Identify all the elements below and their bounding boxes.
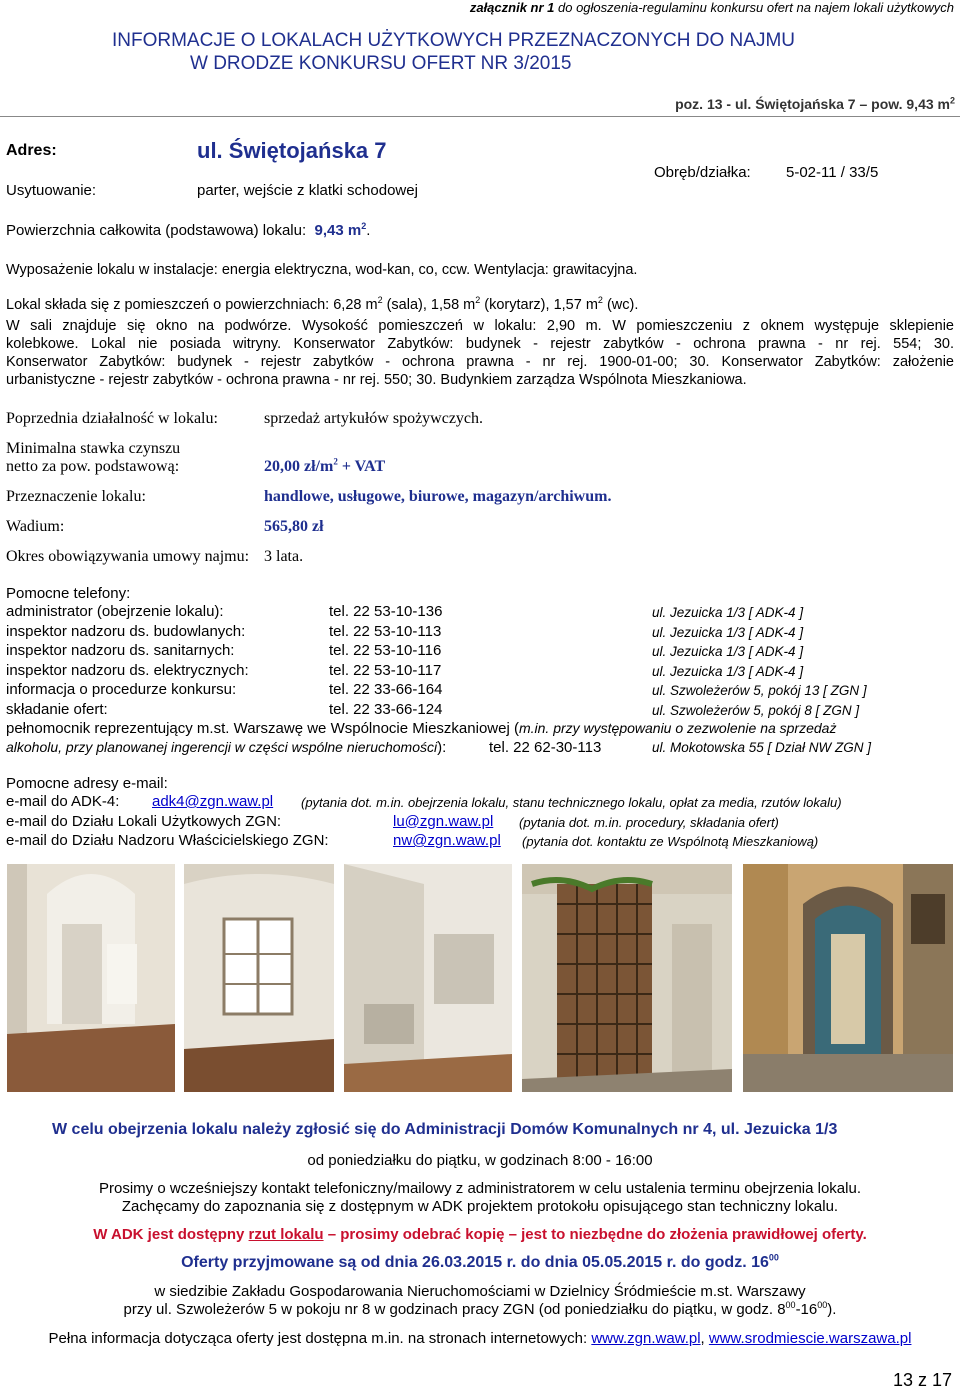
description-line5: urbanistyczne - rejestr zabytków - ochrona prawna - nr rej. 550; 30. Budynkiem zarządza Wspólnota Mieszkaniowa.: [6, 372, 747, 388]
doc-title-line2: W DRODZE KONKURSU OFERT NR 3/2015: [190, 53, 572, 74]
plot-label: Obręb/działka:: [654, 164, 751, 181]
proxy-line1: pełnomocnik reprezentujący m.st. Warszawę we Wspólnocie Mieszkaniowej (m.in. przy występowaniu o zezwolenie na sprzedaż: [6, 720, 837, 737]
phone-role: inspektor nadzoru ds. budowlanych:: [6, 622, 246, 640]
email-label: e-mail do Działu Nadzoru Właścicielskiego ZGN:: [6, 832, 329, 849]
email-link[interactable]: nw@zgn.waw.pl: [393, 832, 501, 849]
phone-office-address: ul. Jezuicka 1/3 [ ADK-4 ]: [652, 624, 804, 640]
phone-number: tel. 22 33-66-164: [329, 681, 443, 698]
photo-gated-stairs: [522, 864, 732, 1092]
email-label: e-mail do Działu Lokali Użytkowych ZGN:: [6, 812, 282, 830]
submission-place: w siedzibie Zakładu Gospodarowania Nieruchomościami w Dzielnicy Śródmieście m.st. Warszawy: [154, 1283, 806, 1300]
photo-building-entrance: [743, 864, 953, 1092]
phone-office-address: ul. Jezuicka 1/3 [ ADK-4 ]: [652, 644, 804, 659]
email-note: (pytania dot. kontaktu ze Wspólnotą Mieszkaniową): [522, 834, 819, 849]
address-label: Adres:: [6, 142, 57, 159]
photo-corridor: [7, 864, 175, 1092]
phone-role: administrator (obejrzenie lokalu):: [6, 603, 224, 620]
page-number: 13 z 17: [892, 1370, 952, 1390]
submission-hours: przy ul. Szwoleżerów 5 w pokoju nr 8 w godzinach pracy ZGN (od poniedziałku do piątku, w godz. $8^{00}-16^{00}$).: [123, 1300, 837, 1318]
offer-dates: Oferty przyjmowane są od dnia 26.03.2015 r. do dnia 05.05.2015 r. do godz. $16^{00}$: [181, 1252, 779, 1271]
phone-office-address: ul. Jezuicka 1/3 [ ADK-4 ]: [652, 605, 804, 620]
rent-value: 20,00 $zł/m^2$ + VAT: [264, 456, 386, 475]
srodmiescie-website-link[interactable]: www.srodmiescie.warszawa.pl: [708, 1330, 912, 1347]
doc-title-line1: INFORMACJE O LOKALACH UŻYTKOWYCH PRZEZNACZONYCH DO NAJMU: [112, 30, 795, 51]
prev-activity-value: sprzedaż artykułów spożywczych.: [264, 410, 484, 427]
phone-role: inspektor nadzoru ds. elektrycznych:: [6, 661, 249, 679]
floor-plan-link[interactable]: rzut lokalu: [248, 1226, 324, 1243]
description-line4: Konserwator Zabytków: budynek - rejestr zabytków - ochrona prawna - nr rej. 1900-01-00; 30. Konserwator Zabytków: założenie: [6, 354, 954, 370]
phone-number: tel. 22 53-10-116: [329, 642, 442, 659]
phone-office-address: ul. Szwoleżerów 5, pokój 8 [ ZGN ]: [652, 702, 860, 718]
email-note: (pytania dot. m.in. obejrzenia lokalu, stanu technicznego lokalu, opłat za media, rzutów lokalu): [301, 795, 842, 810]
purpose-label: Przeznaczenie lokalu:: [6, 488, 146, 505]
floor-plan-note: W ADK jest dostępny rzut lokalu – prosimy odebrać kopię – jest to niezbędne do złożenia prawidłowej oferty.: [93, 1226, 867, 1243]
address-value: ul. Świętojańska 7: [197, 138, 387, 163]
description-line1: Lokal składa się z pomieszczeń o powierzchniach: 6,28 $m^2$ (sala), 1,58 $m^2$ (korytarz), 1,57 $m^2$ (wc).: [6, 295, 639, 313]
protocol-note: Zachęcamy do zapoznania się z dostępnym w ADK projektem protokołu opisującego stan techniczny lokalu.: [121, 1198, 839, 1215]
phone-role: składanie ofert:: [6, 700, 108, 718]
phone-office-address: ul. Jezuicka 1/3 [ ADK-4 ]: [652, 663, 804, 679]
attachment-number: załącznik nr 1: [469, 0, 555, 15]
proxy-line2: alkoholu, przy planowanej ingerencji w części wspólne nieruchomości):: [6, 739, 447, 756]
zgn-website-link[interactable]: www.zgn.waw.pl: [591, 1330, 701, 1347]
email-label: e-mail do ADK-4:: [6, 793, 120, 810]
term-value: 3 lata.: [264, 548, 304, 565]
rent-label-line2: netto za pow. podstawową:: [6, 458, 180, 475]
phone-office-address: ul. Szwoleżerów 5, pokój 13 [ ZGN ]: [652, 683, 867, 698]
position-heading: poz. 13 - ul. Świętojańska 7 – pow. 9,43 $m^2$: [675, 95, 955, 112]
phone-number: tel. 22 53-10-117: [329, 661, 442, 679]
photo-window-room: [184, 864, 334, 1092]
online-info: Pełna informacja dotycząca oferty jest dostępna m.in. na stronach internetowych: www.zgn.waw.pl, www.srodmiescie.warszawa.pl: [48, 1330, 912, 1347]
phone-number: tel. 22 33-66-124: [329, 700, 443, 718]
area-value: 9,43 $m^2$: [314, 221, 367, 239]
location-value: parter, wejście z klatki schodowej: [197, 182, 418, 199]
visit-hours: od poniedziałku do piątku, w godzinach 8:00 - 16:00: [307, 1152, 653, 1169]
proxy-tel: tel. 22 62-30-113: [489, 739, 602, 756]
equipment-text: Wyposażenie lokalu w instalacje: energia elektryczna, wod-kan, co, ccw. Wentylacja: grawitacyjna.: [6, 262, 638, 278]
description-line3: kolebkowe. Lokal nie posiada witryny. Konserwator Zabytków: budynek - rejestr zabytków - ochrona prawna - nr rej. 554; 30.: [6, 336, 954, 352]
visit-instructions: W celu obejrzenia lokalu należy zgłosić się do Administracji Domów Komunalnych nr 4, ul. Jezuicka 1/3: [52, 1121, 838, 1138]
area-line: Powierzchnia całkowita (podstawowa) lokalu: 9,43 $m^2$.: [6, 221, 371, 239]
attachment-note: [470, 0, 954, 15]
location-label: Usytuowanie:: [6, 182, 97, 199]
phone-number: tel. 22 53-10-136: [329, 603, 443, 620]
phone-number: tel. 22 53-10-113: [329, 622, 442, 640]
emails-heading: Pomocne adresy e-mail:: [6, 775, 168, 792]
email-link[interactable]: adk4@zgn.waw.pl: [152, 793, 274, 810]
proxy-addr: ul. Mokotowska 55 [ Dział NW ZGN ]: [652, 740, 872, 755]
contact-request: Prosimy o wcześniejszy kontakt telefoniczny/mailowy z administratorem w celu ustalenia terminu obejrzenia lokalu.: [99, 1180, 861, 1197]
header-divider: [0, 116, 960, 117]
email-note: (pytania dot. m.in. procedury, składania ofert): [519, 814, 779, 830]
phone-role: inspektor nadzoru ds. sanitarnych:: [6, 642, 235, 659]
description-line2: W sali znajduje się okno na podwórze. Wysokość pomieszczeń w lokalu: 2,90 m. W pomieszczeniu z oknem występuje sklepienie: [6, 318, 954, 334]
phones-heading: Pomocne telefony:: [6, 585, 131, 602]
prev-activity-label: Poprzednia działalność w lokalu:: [6, 410, 218, 427]
purpose-value: handlowe, usługowe, biurowe, magazyn/archiwum.: [264, 488, 612, 505]
phone-role: informacja o procedurze konkursu:: [6, 681, 237, 698]
term-label: Okres obowiązywania umowy najmu:: [6, 548, 250, 565]
photo-radiator-corner: [344, 864, 512, 1092]
email-link[interactable]: lu@zgn.waw.pl: [393, 812, 494, 830]
deposit-value: 565,80 zł: [264, 518, 324, 535]
deposit-label: Wadium:: [6, 518, 65, 535]
plot-value: 5-02-11 / 33/5: [786, 164, 879, 181]
attachment-text: do ogłoszenia-regulaminu konkursu ofert na najem lokali użytkowych: [554, 0, 954, 15]
rent-label-line1: Minimalna stawka czynszu: [6, 440, 181, 457]
